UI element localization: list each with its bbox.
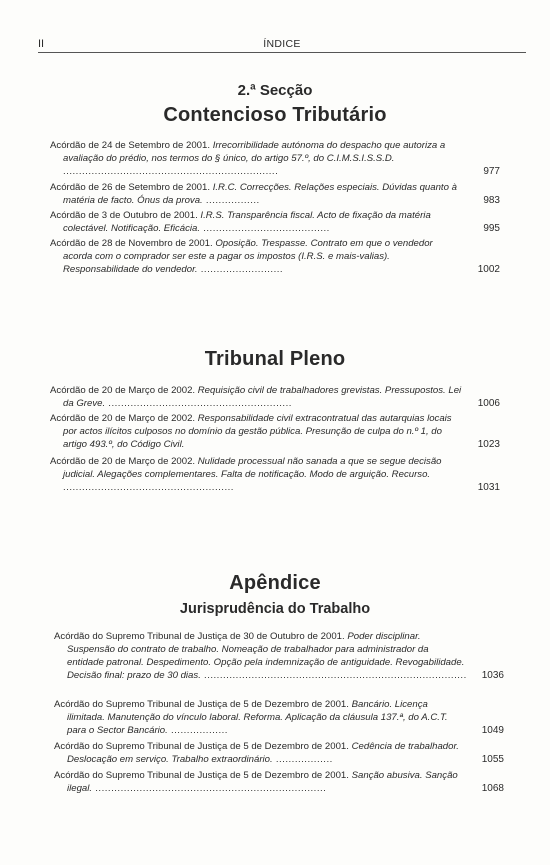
section-subtitle-jurisprudencia: Jurisprudência do Trabalho [179, 601, 371, 617]
toc-entry: Acórdão de 26 de Setembro de 2001. I.R.C. Correcções. Relações especiais. Dúvidas quanto à matéria de facto. Ónus da prova. ................. 983 [50, 182, 500, 206]
toc-entry: Acórdão de 20 de Março de 2002. Nulidade processual não sanada a que se segue decisão judicial. Alegações complementares. Falta de notificação. Modo de arguição. Recurso. ...................................................... 1031 [50, 456, 500, 493]
toc-entry: Acórdão de 24 de Setembro de 2001. Irrecorribilidade autónoma do despacho que autoriza a avaliação do prédio, nos termos do § único, do artigo 57.º, do C.I.M.S.I.S.S.D. .................................................................... 977 [50, 140, 500, 177]
header-title: ÍNDICE [263, 38, 301, 50]
page-ref: 1002 [477, 264, 500, 275]
page-ref: 1023 [477, 439, 500, 450]
page-ref: 1068 [481, 783, 504, 794]
toc-entry: Acórdão do Supremo Tribunal de Justiça de 5 de Dezembro de 2001. Bancário. Licença ilimitada. Manutenção do vínculo laboral. Reforma. Aplicação da cláusula 137.ª, do A.C.T. para o Sector Bancário. .................. 1049 [54, 699, 504, 736]
page-ref: 1006 [477, 398, 500, 409]
page-ref: 1031 [477, 482, 500, 493]
section-label: 2.ª Secção [237, 82, 313, 99]
page-number: II [38, 38, 45, 50]
toc-entry: Acórdão de 20 de Março de 2002. Responsabilidade civil extracontratual das autarquias locais por actos ilícitos culposos no domínio da gestão pública. Presunção de culpa do n.º 1, do artigo 493.º, do Código Civil. 1023 [50, 413, 500, 450]
page-ref: 1055 [481, 754, 504, 765]
toc-entry: Acórdão de 28 de Novembro de 2001. Oposição. Trespasse. Contrato em que o vendedor acorda com o comprador ser este a pagar os impostos (I.R.S. e mais-valias). Responsabilidade do vendedor. .......................... 1002 [50, 238, 500, 275]
page-ref: 995 [483, 223, 500, 234]
page-ref: 1036 [481, 670, 504, 681]
page-ref: 1049 [481, 725, 504, 736]
section-title-tribunal-pleno: Tribunal Pleno [204, 348, 346, 370]
page-ref: 983 [483, 195, 500, 206]
toc-entry: Acórdão do Supremo Tribunal de Justiça de 5 de Dezembro de 2001. Cedência de trabalhador. Deslocação em serviço. Trabalho extraordinário. .................. 1055 [54, 741, 504, 765]
toc-entry: Acórdão do Supremo Tribunal de Justiça de 30 de Outubro de 2001. Poder disciplinar. Suspensão do contrato de trabalho. Nomeação de trabalhador para administrador da entidade patronal. Despedimento. Opção pela indemnização de antiguidade. Revogabilidade. Decisão final: prazo de 30 dias. ................................................................................... 1036 [54, 631, 504, 681]
page-ref: 977 [483, 166, 500, 177]
section-title-apendice: Apêndice [229, 572, 321, 594]
toc-entry: Acórdão de 20 de Março de 2002. Requisição civil de trabalhadores grevistas. Pressupostos. Lei da Greve. .......................................................... 1006 [50, 385, 500, 409]
section-title-contencioso: Contencioso Tributário [163, 104, 387, 126]
page-header [38, 36, 526, 53]
toc-entry: Acórdão de 3 de Outubro de 2001. I.R.S. Transparência fiscal. Acto de fixação da matéria colectável. Notificação. Eficácia. ........................................ 995 [50, 210, 500, 234]
toc-entry: Acórdão do Supremo Tribunal de Justiça de 5 de Dezembro de 2001. Sanção abusiva. Sanção ilegal. ......................................................................... 1068 [54, 770, 504, 794]
